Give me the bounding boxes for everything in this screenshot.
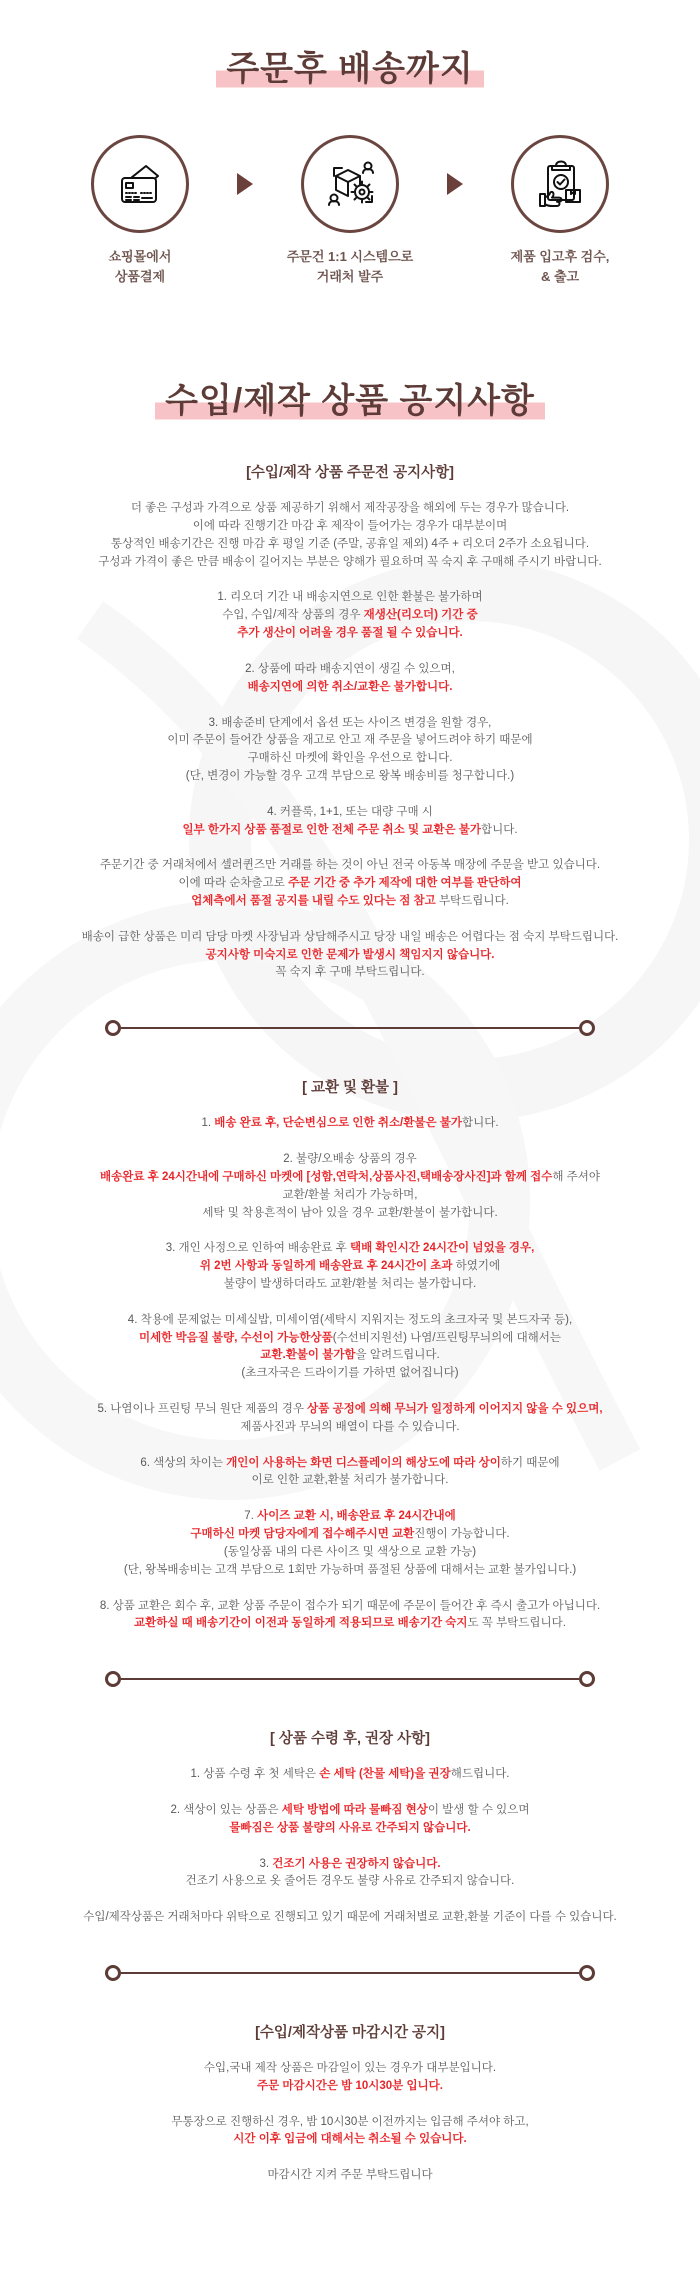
notice-text: 을 알려드립니다. (355, 1349, 440, 1362)
notice-paragraph (18, 1598, 682, 1634)
notice-text: 이로 인한 교환,환불 처리가 불가합니다. (251, 1474, 449, 1487)
process-step-payment (65, 135, 215, 286)
notice-text: 진행이 가능합니다. (414, 1528, 510, 1541)
notice-text: 세탁 및 착용흔적이 남아 있을 경우 교환/환불이 불가합니다. (202, 1206, 498, 1219)
notice-paragraph (18, 715, 682, 786)
highlighted-warning-text: 공지사항 미숙지로 인한 문제가 발생시 책임지지 않습니다. (205, 948, 495, 961)
notice-text: 제품사진과 무늬의 배열이 다를 수 있습니다. (240, 1420, 460, 1433)
notice-paragraph (18, 929, 682, 982)
order-system-icon (322, 156, 378, 212)
notice-text: 더 좋은 구성과 가격으로 상품 제공하기 위해서 제작공장을 해외에 두는 경우가 많습니다. (130, 502, 570, 515)
highlighted-warning-text: 교환하실 때 배송기간이 이전과 동일하게 적용되므로 배송기간 숙지 (134, 1617, 468, 1630)
notice-text: 수입, 수입/제작 상품의 경우 (222, 609, 364, 622)
notice-text: 마감시간 지켜 주문 부탁드립니다 (267, 2169, 433, 2182)
highlighted-warning-text: 주문 마감시간은 밤 10시30분 입니다. (257, 2079, 443, 2092)
notice-text: 이미 주문이 들어간 상품을 재고로 안고 재 주문을 넣어드려야 하기 때문에 (167, 734, 533, 747)
notice-text: (수선비지원선) 나염/프린팅무늬의에 대해서는 (332, 1331, 562, 1344)
highlighted-warning-text: 구매하신 마켓 담당자에게 접수해주시면 교환 (190, 1528, 415, 1541)
arrow-right-icon (447, 173, 463, 195)
notice-paragraph (18, 1151, 682, 1222)
divider-line (121, 1972, 579, 1974)
divider-endpoint-circle (579, 1965, 595, 1981)
inspection-step-label-line1: 제품 입고후 검수, (510, 249, 610, 265)
highlighted-warning-text: 손 세탁 (찬물 세탁)을 권장 (319, 1768, 451, 1781)
section-heading: [수입/제작 상품 주문전 공지사항] (246, 465, 454, 482)
notice-text: 4. 커플룩, 1+1, 또는 대량 구매 시 (267, 805, 433, 818)
section-divider (105, 1965, 595, 1981)
credit-card-icon (112, 156, 168, 212)
notice-text: (단, 변경이 가능할 경우 고객 부담으로 왕복 배송비를 청구합니다.) (185, 769, 515, 782)
divider-endpoint-circle (579, 1671, 595, 1687)
notice-paragraph (18, 1909, 682, 1927)
notice-text: 8. 상품 교환은 회수 후, 교환 상품 주문이 접수가 되기 때문에 주문이 들어간 후 즉시 출고가 아닙니다. (99, 1599, 601, 1612)
notice-text: 하였기에 (452, 1260, 501, 1273)
page-title-order-to-delivery: 주문후 배송까지 (216, 50, 483, 89)
notice-paragraph (18, 1115, 682, 1133)
notice-text: 3. 개인 사정으로 인하여 배송완료 후 (165, 1242, 350, 1255)
payment-step-label-line1: 쇼핑몰에서 (108, 249, 172, 265)
notice-text: 건조기 사용으로 옷 줄어든 경우도 불량 사유로 간주되지 않습니다. (185, 1875, 515, 1888)
highlighted-warning-text: 시간 이후 입금에 대해서는 취소될 수 있습니다. (233, 2133, 467, 2146)
notice-text: 1. (201, 1117, 215, 1130)
highlighted-warning-text: 위 2번 사항과 동일하게 배송완료 후 24시간이 초과 (199, 1260, 453, 1273)
notice-text: 합니다. (462, 1117, 499, 1130)
divider-endpoint-circle (105, 1020, 121, 1036)
notice-text: (초크자국은 드라이기를 가하면 없어집니다) (241, 1367, 459, 1380)
process-step-order-system (275, 135, 425, 286)
notice-text: 2. 불량/오배송 상품의 경우 (283, 1153, 417, 1166)
notice-sections (0, 461, 700, 2185)
notice-text: 배송이 급한 상품은 미리 담당 마켓 사장님과 상담해주시고 당장 내일 배송은 어렵다는 점 숙지 부탁드립니다. (81, 930, 619, 943)
section-heading: [ 교환 및 환불 ] (302, 1080, 398, 1097)
notice-text: 3. 배송준비 단계에서 옵션 또는 사이즈 변경을 원할 경우, (208, 716, 492, 729)
notice-text: (동일상품 내의 다른 사이즈 및 색상으로 교환 가능) (223, 1545, 477, 1558)
payment-step-label-line2: 상품결제 (114, 268, 166, 284)
page-title-import-notice: 수입/제작 상품 공지사항 (155, 382, 545, 421)
notice-text: 해 주셔야 (552, 1170, 600, 1183)
inspection-step-label (485, 247, 635, 286)
notice-text: 통상적인 배송기간은 진행 마감 후 평일 기준 (주말, 공휴일 제외) 4주 + 리오더 2주가 소요됩니다. (110, 537, 590, 550)
highlighted-warning-text: 미세한 박음질 불량, 수선이 가능한상품 (138, 1331, 333, 1344)
order-system-step-label-line2: 거래처 발주 (316, 268, 384, 284)
inspection-shipping-icon (532, 156, 588, 212)
notice-paragraph (18, 1240, 682, 1293)
notice-text: 이 발생 할 수 있으며 (427, 1803, 530, 1816)
notice-paragraph (18, 1856, 682, 1892)
highlighted-warning-text: 세탁 방법에 따라 물빠짐 현상 (281, 1803, 428, 1816)
notice-paragraph (18, 804, 682, 840)
notice-text: 1. 상품 수령 후 첫 세탁은 (190, 1768, 320, 1781)
notice-paragraph (18, 1508, 682, 1579)
notice-text: 하기 때문에 (500, 1456, 560, 1469)
order-system-step-label (275, 247, 425, 286)
notice-text: 1. 리오더 기간 내 배송지연으로 인한 환불은 불가하며 (217, 591, 483, 604)
notice-text: 2. 상품에 따라 배송지연이 생길 수 있으며, (245, 662, 455, 675)
process-step-inspection (485, 135, 635, 286)
highlighted-warning-text: 개인이 사용하는 화면 디스플레이의 해상도에 따라 상이 (226, 1456, 501, 1469)
notice-paragraph (18, 1401, 682, 1437)
highlighted-warning-text: 배송 완료 후, 단순변심으로 인한 취소/환불은 불가 (214, 1117, 462, 1130)
order-system-step-circle (301, 135, 399, 233)
notice-paragraph (18, 2114, 682, 2150)
order-system-step-label-line1: 주문건 1:1 시스템으로 (286, 249, 414, 265)
notice-paragraph (18, 1766, 682, 1784)
notice-paragraph (18, 589, 682, 642)
highlighted-warning-text: 건조기 사용은 권장하지 않습니다. (272, 1857, 441, 1870)
notice-paragraph (18, 661, 682, 697)
notice-text: 이에 따라 순차출고로 (178, 877, 289, 890)
notice-text: 2. 색상이 있는 상품은 (170, 1803, 282, 1816)
notice-text: 꼭 숙지 후 구매 부탁드립니다. (275, 966, 425, 979)
notice-text: 3. (259, 1857, 273, 1870)
highlighted-warning-text: 택배 확인시간 24시간이 넘었을 경우, (350, 1242, 535, 1255)
section-divider (105, 1671, 595, 1687)
order-process-steps (0, 135, 700, 286)
notice-text: 합니다. (481, 823, 518, 836)
notice-text: 교환/환불 처리가 가능하며, (282, 1188, 418, 1201)
notice-text: 주문기간 중 거래처에서 셀러퀸즈만 거래를 하는 것이 아닌 전국 아동복 매장에 주문을 받고 있습니다. (99, 859, 601, 872)
notice-text: 구성과 가격이 좋은 만큼 배송이 길어지는 부분은 양해가 필요하며 꼭 숙지 후 구매해 주시기 바랍니다. (98, 555, 602, 568)
notice-paragraph (18, 1802, 682, 1838)
divider-endpoint-circle (105, 1965, 121, 1981)
notice-text: 무통장으로 진행하신 경우, 밤 10시30분 이전까지는 입금해 주셔야 하고, (171, 2115, 529, 2128)
section-heading: [ 상품 수령 후, 권장 사항] (270, 1731, 430, 1748)
highlighted-warning-text: 업체측에서 품절 공지를 내릴 수도 있다는 점 참고 (191, 895, 436, 907)
notice-text: 수입,국내 제작 상품은 마감일이 있는 경우가 대부분입니다. (203, 2062, 497, 2074)
highlighted-warning-text: 재생산(리오더) 기간 중 (363, 609, 478, 622)
notice-paragraph (18, 2060, 682, 2096)
notice-text: 부탁드립니다. (435, 895, 509, 907)
highlighted-warning-text: 교환.환불이 불가함 (260, 1349, 356, 1362)
notice-text: 5. 나염이나 프린팅 무늬 원단 제품의 경우 (97, 1403, 308, 1415)
highlighted-warning-text: 배송완료 후 24시간내에 구매하신 마켓에 [성함,연락처,상품사진,택배송장사진]과 함께 접수 (100, 1170, 553, 1183)
highlighted-warning-text: 배송지연에 의한 취소/교환은 불가합니다. (247, 680, 453, 693)
divider-endpoint-circle (579, 1020, 595, 1036)
section-heading: [수입/제작상품 마감시간 공지] (255, 2025, 445, 2041)
notice-text: 해드립니다. (450, 1768, 510, 1781)
inspection-step-label-line2: & 출고 (540, 268, 580, 284)
divider-endpoint-circle (105, 1671, 121, 1687)
section-divider (105, 1020, 595, 1036)
notice-text: 7. (244, 1510, 258, 1523)
notice-paragraph (18, 857, 682, 910)
notice-paragraph (18, 2167, 682, 2185)
highlighted-warning-text: 일부 한가지 상품 품절로 인한 전체 주문 취소 및 교환은 불가 (182, 823, 482, 836)
highlighted-warning-text: 상품 공정에 의해 무늬가 일정하게 이어지지 않을 수 있으며, (307, 1403, 603, 1415)
highlighted-warning-text: 사이즈 교환 시, 배송완료 후 24시간내에 (257, 1510, 456, 1523)
notice-paragraph (18, 1312, 682, 1383)
inspection-step-circle (511, 135, 609, 233)
arrow-right-icon (237, 173, 253, 195)
notice-text: 이에 따라 진행기간 마감 후 제작이 들어가는 경우가 대부분이며 (192, 520, 508, 532)
notice-text: 수입/제작상품은 거래처마다 위탁으로 진행되고 있기 때문에 거래처별로 교환,환불 기준이 다를 수 있습니다. (83, 1911, 617, 1924)
highlighted-warning-text: 주문 기간 중 추가 제작에 대한 여부를 판단하여 (288, 877, 522, 890)
notice-text: 도 꼭 부탁드립니다. (467, 1617, 566, 1630)
divider-line (121, 1027, 579, 1029)
notice-paragraph (18, 500, 682, 571)
notice-text: 4. 착용에 문제없는 미세실밥, 미세이염(세탁시 지워지는 정도의 초크자국 및 본드자국 등), (127, 1313, 573, 1326)
highlighted-warning-text: 추가 생산이 어려울 경우 품절 될 수 있습니다. (237, 627, 463, 640)
payment-step-label (65, 247, 215, 286)
payment-step-circle (91, 135, 189, 233)
notice-paragraph (18, 1455, 682, 1491)
notice-text: 불량이 발생하더라도 교환/환불 처리는 불가합니다. (223, 1277, 477, 1290)
highlighted-warning-text: 물빠짐은 상품 불량의 사유로 간주되지 않습니다. (229, 1821, 471, 1834)
divider-line (121, 1678, 579, 1680)
notice-text: 6. 색상의 차이는 (140, 1456, 227, 1469)
notice-text: 구매하신 마켓에 확인을 우선으로 합니다. (247, 752, 453, 765)
notice-text: (단, 왕복배송비는 고객 부담으로 1회만 가능하며 품절된 상품에 대해서는 교환 불가입니다.) (123, 1563, 577, 1576)
